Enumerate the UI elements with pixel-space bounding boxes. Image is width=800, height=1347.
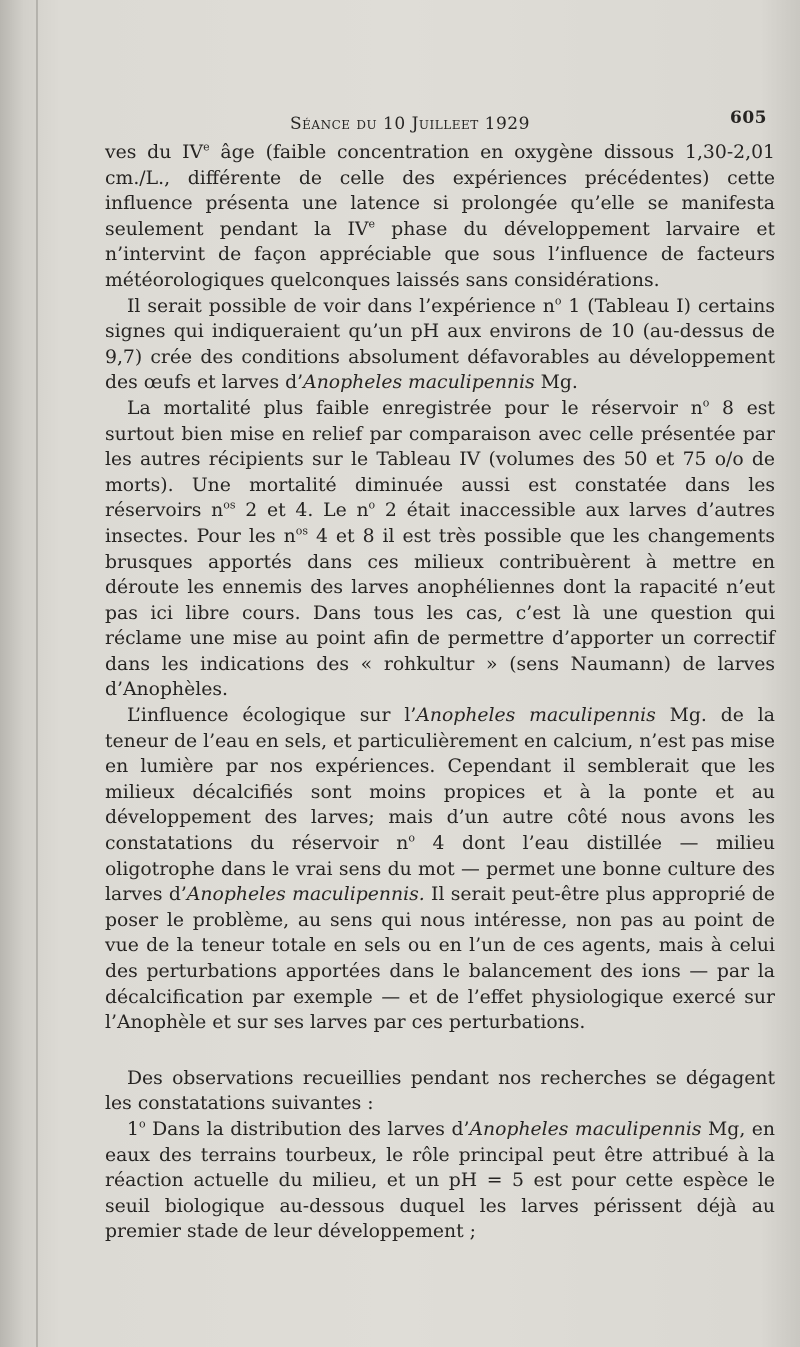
- text-run: 4 et 8 il est très possible que les changements brusques apportés dans ces milieux contribuèrent à mettre en déroute les ennemis des larves anophéliennes dont la rapacité n’eut pas ici libre cours. Dans tous les cas, c’est là une question qui réclame une mise au point afin de permettre d’apporter un correctif dans les indications des « rohkultur » (sens Naumann) de larves d’Anophèles.: [105, 525, 775, 701]
- text-run: Anopheles maculipennis: [416, 705, 656, 727]
- paragraph-p6: [105, 1117, 775, 1245]
- text-run: 4 dont l’eau distillée — milieu oligotrophe dans le vrai sens du mot — permet une bonne culture des larves d’: [105, 833, 776, 906]
- text-run: o: [138, 1117, 146, 1131]
- text-run: 2 était inaccessible aux larves d’autres insectes. Pour les n: [105, 500, 775, 547]
- paragraph-p3: [105, 396, 775, 703]
- text-run: e: [203, 140, 210, 154]
- text-run: Anopheles maculipennis: [469, 1118, 702, 1140]
- text-run: Anopheles maculipennis.: [186, 884, 425, 906]
- page-content: [105, 100, 775, 1245]
- text-run: 1: [127, 1118, 139, 1140]
- body-text: [105, 140, 775, 1245]
- paragraph-p5: [105, 1066, 775, 1117]
- text-run: os: [295, 524, 308, 538]
- text-run: Mg. de la teneur de l’eau en sels, et particulièrement en calcium, n’est pas mise en lumière par nos expériences. Cependant il semblerait que les milieux décalcifiés sont moins propices et à la ponte et au développement des larves; mais d’un autre côté nous avons les constatations du réservoir n: [105, 705, 775, 855]
- text-run: e: [368, 217, 376, 231]
- text-run: o: [368, 499, 376, 513]
- text-run: Il serait peut-être plus approprié de poser le problème, au sens qui nous intéresse, non pas au point de vue de la teneur totale en sels ou en l’un de ces agents, mais à celui des perturbations apportées dans le balancement des ions — par la décalcification par exemple — et de l’effet physiologique exercé sur l’Anophèle et sur ses larves par ces perturbations.: [105, 884, 775, 1034]
- text-run: Des observations recueillies pendant nos recherches se dégagent les constatations suivantes :: [105, 1067, 775, 1115]
- paragraph-p1: [105, 140, 775, 294]
- text-run: Mg, en eaux des terrains tourbeux, le rôle principal peut être attribué à la réaction actuelle du milieu, et un pH = 5 est pour cette espèce le seuil biologique au-dessous duquel les larves périssent déjà au premier stade de leur développement ;: [105, 1118, 776, 1243]
- text-run: ves du IV: [105, 142, 204, 163]
- text-run: La mortalité plus faible enregistrée pour le réservoir n: [127, 397, 703, 419]
- text-run: 1 (Tableau I) certains signes qui indiqueraient qu’un pH aux environs de 10 (au-dessus de 9,7) crée des conditions absolument défavorables au développement des œufs et larves d’: [105, 295, 775, 394]
- text-run: Il serait possible de voir dans l’expérience n: [127, 295, 555, 317]
- text-run: phase du développement larvaire et n’intervint de façon appréciable que sous l’influence de facteurs météorologiques quelconques laissés sans considérations.: [105, 218, 775, 291]
- text-run: os: [223, 499, 236, 513]
- text-run: o: [554, 294, 562, 308]
- text-run: L’influence écologique sur l’: [127, 705, 417, 727]
- text-run: Mg.: [534, 372, 578, 394]
- page-number: 605: [730, 108, 767, 128]
- text-run: 2 et 4. Le n: [235, 500, 369, 522]
- text-run: Dans la distribution des larves d’: [145, 1118, 470, 1140]
- running-header: [105, 100, 775, 140]
- text-run: o: [408, 831, 415, 845]
- paragraph-p4: [105, 703, 775, 1036]
- text-run: Anopheles maculipennis: [303, 372, 535, 394]
- text-run: âge (faible concentration en oxygène dissous 1,30-2,01 cm./L., différente de celle des expériences précédentes) cette influence présenta une latence si prolongée qu’elle se manifesta seulement pendant la IV: [105, 142, 775, 240]
- text-run: o: [702, 396, 710, 410]
- paragraph-p2: [105, 294, 775, 396]
- text-run: 8 est surtout bien mise en relief par comparaison avec celle présentée par les autres récipients sur le Tableau IV (volumes des 50 et 75 o/o de morts). Une mortalité diminuée aussi est constatée dans les réservoirs n: [105, 397, 775, 522]
- page-fold-shadow: [36, 0, 38, 1347]
- running-title: Séance du 10 Juilleet 1929: [290, 114, 530, 134]
